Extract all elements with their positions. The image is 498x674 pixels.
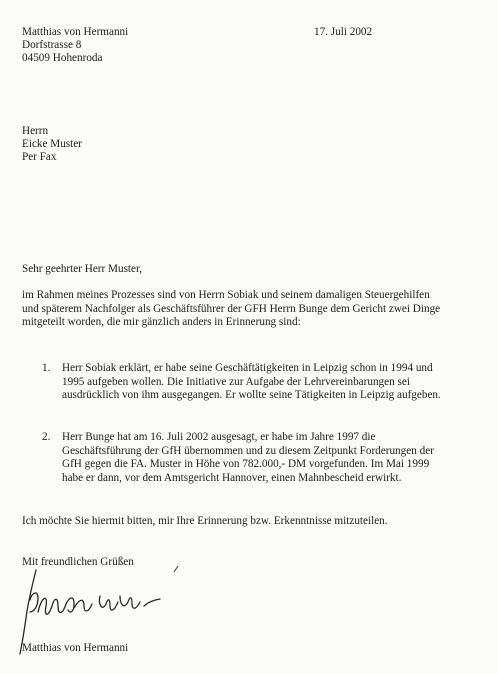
list-item-line: Herr Bunge hat am 16. Juli 2002 ausgesagt, er habe im Jahre 1997 die [62, 431, 376, 443]
list-item-line: Geschäftsführung der GfH übernommen und zu diesem Zeitpunkt Forderungen der [62, 444, 434, 457]
list-item [62, 362, 441, 403]
list-item [62, 431, 434, 485]
recipient-address [22, 125, 82, 164]
intro-paragraph [22, 289, 487, 330]
recipient-line-1: Herrn [22, 125, 49, 137]
intro-line: im Rahmen meines Prozesses sind von Herrn Sobiak und seinem damaligen Steuergehilfen [22, 289, 430, 301]
sender-name: Matthias von Hermanni [22, 26, 129, 38]
stray-pen-mark [172, 564, 182, 574]
closing-phrase: Mit freundlichen Grüßen [22, 556, 134, 568]
list-item-line: 1995 aufgeben wollen. Die Initiative zur Aufgabe der Lehrvereinbarungen sei [62, 375, 410, 388]
intro-line: mitgeteilt worden, die mir gänzlich anders in Erinnerung sind: [22, 316, 301, 329]
list-item-number: 1. [42, 362, 51, 374]
recipient-line-2: Eicke Muster [22, 138, 82, 150]
signature-name: Matthias von Hermanni [22, 642, 129, 654]
salutation: Sehr geehrter Herr Muster, [22, 263, 143, 275]
letter-date: 17. Juli 2002 [314, 26, 373, 38]
request-paragraph: Ich möchte Sie hiermit bitten, mir Ihre Erinnerung bzw. Erkenntnisse mitzuteilen. [22, 515, 388, 527]
sender-address [22, 26, 128, 65]
recipient-line-3: Per Fax [22, 151, 57, 163]
list-item-number: 2. [42, 431, 51, 443]
sender-street: Dorfstrasse 8 [22, 39, 82, 51]
sender-city: 04509 Hohenroda [22, 52, 103, 64]
list-item-line: Herr Sobiak erklärt, er habe seine Geschäftätigkeiten in Leipzig schon in 1994 und [62, 362, 433, 374]
list-item-line: ausdrücklich von ihm ausgegangen. Er wollte seine Tätigkeiten in Leipzig aufgeben. [62, 389, 441, 402]
intro-line: und späterem Nachfolger als Geschäftsführer der GFH Herrn Bunge dem Gericht zwei Dinge [22, 302, 441, 315]
list-item-line: habe er dann, vor dem Amtsgericht Hannover, einen Mahnbescheid erwirkt. [62, 471, 402, 484]
list-item-line: GfH gegen die FA. Muster in Höhe von 782.000,- DM vorgefunden. Im Mai 1999 [62, 458, 430, 471]
